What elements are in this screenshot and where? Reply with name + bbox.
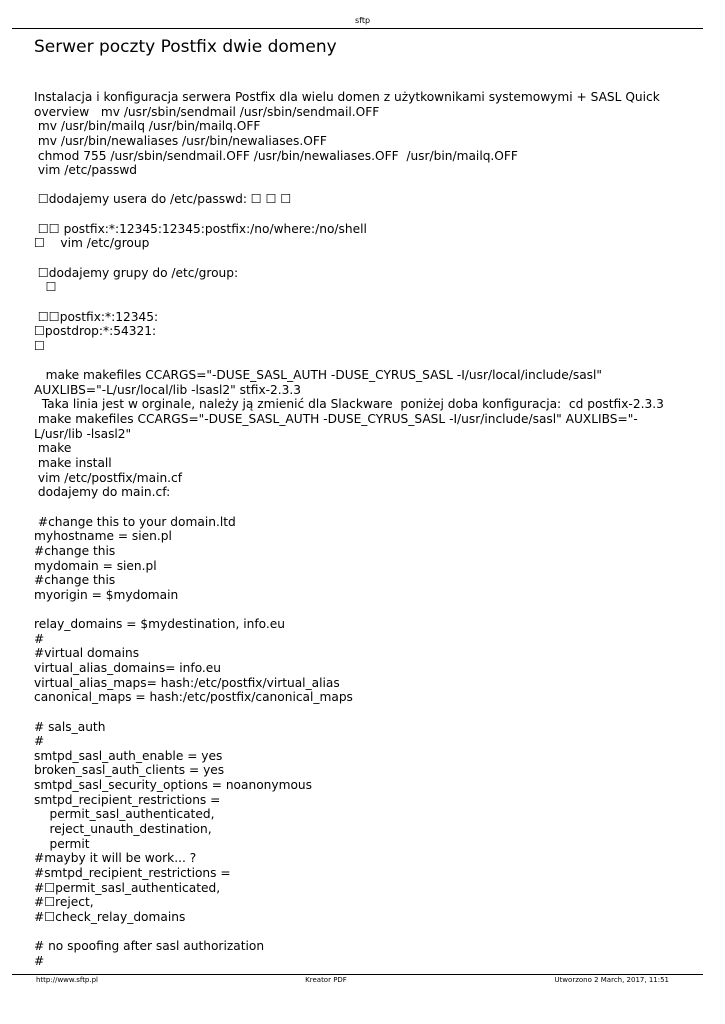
body-line: smtpd_sasl_security_options = noanonymous xyxy=(34,778,312,793)
body-line: dodajemy do main.cf: xyxy=(34,485,171,500)
body-line xyxy=(34,602,699,617)
body-line: # xyxy=(34,953,45,968)
body-line: ☐☐postfix:*:12345: xyxy=(34,309,159,324)
body-line: # no spoofing after sasl authorization xyxy=(34,939,265,954)
body-line: make makefiles CCARGS="-DUSE_SASL_AUTH -DUSE_CYRUS_SASL -I/usr/local/include/sasl" xyxy=(34,368,603,383)
body-line: mv /usr/bin/newaliases /usr/bin/newaliases.OFF xyxy=(34,133,327,148)
body-line: smtpd_recipient_restrictions = xyxy=(34,792,221,807)
body-line xyxy=(34,178,699,193)
page-header-label: sftp xyxy=(354,16,371,25)
body-line: #mayby it will be work... ? xyxy=(34,851,197,866)
body-line: # xyxy=(34,734,45,749)
body-line: virtual_alias_domains= info.eu xyxy=(34,660,222,675)
body-line: Instalacja i konfiguracja serwera Postfix dla wielu domen z użytkownikami systemowymi + SASL Quick xyxy=(34,90,660,104)
body-line: #☐check_relay_domains xyxy=(34,909,186,924)
body-line: L/usr/lib -lsasl2" xyxy=(34,426,132,441)
body-line: make makefiles CCARGS="-DUSE_SASL_AUTH -DUSE_CYRUS_SASL -I/usr/include/sasl" AUXLIBS="- xyxy=(34,412,638,427)
body-line: make xyxy=(34,441,72,456)
body-line: #☐permit_sasl_authenticated, xyxy=(34,880,221,895)
body-line xyxy=(34,925,699,940)
body-line: ☐dodajemy usera do /etc/passwd: ☐ ☐ ☐ xyxy=(34,192,292,207)
body-line: overview mv /usr/sbin/sendmail /usr/sbin/sendmail.OFF xyxy=(34,104,380,119)
body-line: mydomain = sien.pl xyxy=(34,558,157,573)
body-line: # sals_auth xyxy=(34,719,106,734)
body-line xyxy=(34,207,699,222)
footer-url-link[interactable]: http://www.sftp.pl xyxy=(36,976,98,984)
body-line: #☐reject, xyxy=(34,895,94,910)
body-line: ☐postdrop:*:54321: xyxy=(34,324,157,339)
header-divider xyxy=(12,28,703,29)
footer-generator: Kreator PDF xyxy=(305,976,347,984)
body-line: ☐dodajemy grupy do /etc/group: xyxy=(34,265,239,280)
body-line: ☐☐ postfix:*:12345:12345:postfix:/no/where:/no/shell xyxy=(34,221,367,236)
body-line: chmod 755 /usr/sbin/sendmail.OFF /usr/bin/newaliases.OFF /usr/bin/mailq.OFF xyxy=(34,148,518,163)
footer-created-date: Utworzono 2 March, 2017, 11:51 xyxy=(554,976,669,984)
body-line: myhostname = sien.pl xyxy=(34,529,172,544)
body-line: broken_sasl_auth_clients = yes xyxy=(34,763,225,778)
body-line xyxy=(34,251,699,266)
body-line xyxy=(34,295,699,310)
body-line: mv /usr/bin/mailq /usr/bin/mailq.OFF xyxy=(34,119,261,134)
body-line: permit_sasl_authenticated, xyxy=(34,807,215,822)
body-line: AUXLIBS="-L/usr/local/lib -lsasl2" stfix-2.3.3 xyxy=(34,382,302,397)
page-title: Serwer poczty Postfix dwie domeny xyxy=(34,37,337,57)
body-line xyxy=(34,705,699,720)
body-line xyxy=(34,354,699,369)
body-line: myorigin = $mydomain xyxy=(34,587,179,602)
body-line: #change this xyxy=(34,573,116,588)
body-line: #smtpd_recipient_restrictions = xyxy=(34,865,231,880)
body-line: reject_unauth_destination, xyxy=(34,822,212,837)
body-line: smtpd_sasl_auth_enable = yes xyxy=(34,748,223,763)
body-line: virtual_alias_maps= hash:/etc/postfix/virtual_alias xyxy=(34,675,340,690)
body-line: ☐ vim /etc/group xyxy=(34,236,150,251)
body-line: #change this xyxy=(34,543,116,558)
document-body xyxy=(34,90,699,970)
body-line: #virtual domains xyxy=(34,646,140,661)
body-line: vim /etc/postfix/main.cf xyxy=(34,470,183,485)
body-line: vim /etc/passwd xyxy=(34,163,138,178)
body-line: canonical_maps = hash:/etc/postfix/canonical_maps xyxy=(34,690,353,705)
body-line xyxy=(34,500,699,515)
body-line: permit xyxy=(34,836,90,851)
body-line: make install xyxy=(34,456,112,471)
body-line: Taka linia jest w orginale, należy ją zmienić dla Slackware poniżej doba konfiguracja: cd postfix-2.3.3 xyxy=(34,397,664,412)
footer-divider xyxy=(12,974,703,975)
body-line: # xyxy=(34,631,45,646)
body-line: ☐ xyxy=(34,338,45,353)
body-line: ☐ xyxy=(34,280,57,295)
body-line: relay_domains = $mydestination, info.eu xyxy=(34,617,285,632)
body-line: #change this to your domain.ltd xyxy=(34,514,236,529)
